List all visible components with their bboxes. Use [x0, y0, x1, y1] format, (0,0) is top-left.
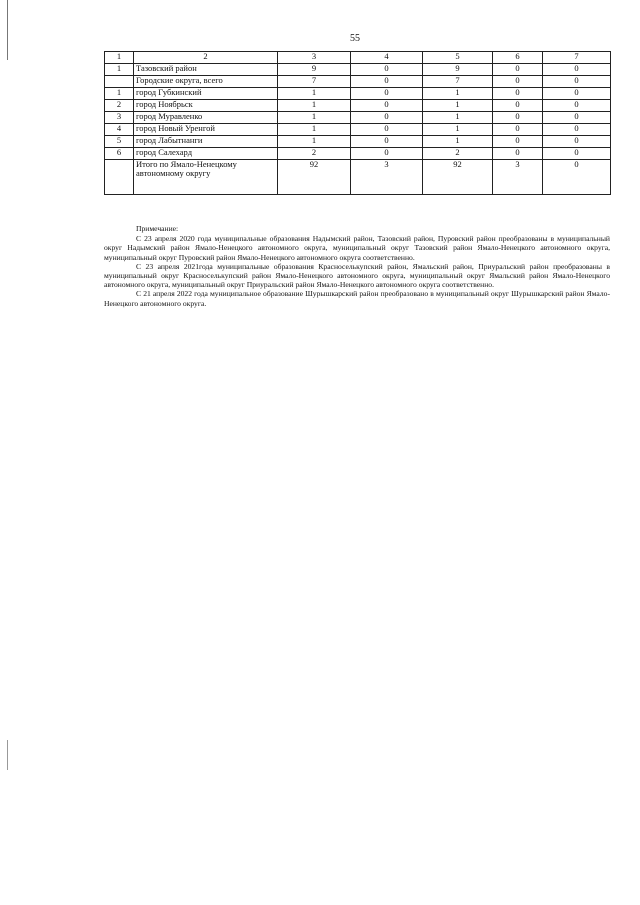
column-number: 1: [105, 52, 134, 64]
cell-value: 0: [543, 148, 611, 160]
cell-value: 7: [423, 76, 493, 88]
table-row: [105, 112, 611, 124]
cell-value: 0: [493, 148, 543, 160]
cell-value: 0: [351, 100, 423, 112]
row-name: Тазовский район: [134, 64, 278, 76]
cell-value: 92: [423, 160, 493, 195]
row-number: 5: [105, 136, 134, 148]
cell-value: 0: [493, 124, 543, 136]
cell-value: 9: [423, 64, 493, 76]
row-name: город Лабытнанги: [134, 136, 278, 148]
row-number: 3: [105, 112, 134, 124]
cell-value: 1: [278, 88, 351, 100]
statistics-table: [104, 51, 611, 195]
table-header-row: [105, 52, 611, 64]
row-number: [105, 76, 134, 88]
cell-value: 0: [351, 112, 423, 124]
cell-value: 0: [543, 88, 611, 100]
row-number: [105, 160, 134, 195]
cell-value: 7: [278, 76, 351, 88]
cell-value: 0: [543, 124, 611, 136]
table-row: [105, 76, 611, 88]
table-row: [105, 64, 611, 76]
cell-value: 0: [493, 64, 543, 76]
cell-value: 1: [423, 124, 493, 136]
row-number: 1: [105, 88, 134, 100]
row-number: 2: [105, 100, 134, 112]
table-total-row: [105, 160, 611, 195]
table-row: [105, 124, 611, 136]
cell-value: 0: [351, 76, 423, 88]
note-paragraph: С 21 апреля 2022 года муниципальное образование Шурышкарский район преобразовано в муниципальный округ Шурышкарский район Ямало-Ненецкого автономного округа.: [104, 289, 610, 308]
cell-value: 0: [351, 64, 423, 76]
cell-value: 0: [351, 148, 423, 160]
column-number: 6: [493, 52, 543, 64]
cell-value: 1: [278, 124, 351, 136]
page-number: 55: [350, 33, 360, 44]
cell-value: 0: [493, 112, 543, 124]
column-number: 7: [543, 52, 611, 64]
notes-section: [104, 224, 610, 308]
total-row-name: Итого по Ямало-Ненецкому автономному округу: [134, 160, 278, 195]
cell-value: 1: [423, 100, 493, 112]
column-number: 5: [423, 52, 493, 64]
row-number: 4: [105, 124, 134, 136]
scan-edge-mark: [7, 0, 8, 60]
row-name: город Губкинский: [134, 88, 278, 100]
row-name: город Муравленко: [134, 112, 278, 124]
cell-value: 2: [278, 148, 351, 160]
cell-value: 0: [493, 88, 543, 100]
table-row: [105, 100, 611, 112]
cell-value: 9: [278, 64, 351, 76]
cell-value: 0: [543, 76, 611, 88]
row-name: город Салехард: [134, 148, 278, 160]
cell-value: 0: [543, 112, 611, 124]
row-name: Городские округа, всего: [134, 76, 278, 88]
cell-value: 0: [493, 76, 543, 88]
table-row: [105, 148, 611, 160]
cell-value: 0: [543, 136, 611, 148]
cell-value: 1: [423, 112, 493, 124]
cell-value: 1: [278, 112, 351, 124]
column-number: 2: [134, 52, 278, 64]
cell-value: 0: [351, 88, 423, 100]
cell-value: 1: [278, 136, 351, 148]
table-row: [105, 88, 611, 100]
cell-value: 1: [278, 100, 351, 112]
cell-value: 1: [423, 136, 493, 148]
cell-value: 92: [278, 160, 351, 195]
note-paragraph: С 23 апреля 2020 года муниципальные образования Надымский район, Тазовский район, Пуровский район преобразованы в муниципальный округ Надымский район Ямало-Ненецкого автономного округа, муниципальный округ Тазовский район Ямало-Ненецкого автономного округа, муниципальный округ Пуровский район Ямало-Ненецкого автономного округа соответственно.: [104, 234, 610, 262]
cell-value: 0: [543, 160, 611, 195]
column-number: 3: [278, 52, 351, 64]
cell-value: 3: [493, 160, 543, 195]
note-paragraph: С 23 апреля 2021года муниципальные образования Красноселькупский район, Ямальский район, Приуральский район преобразованы в муниципальный округ Красноселькупский район Ямало-Ненецкого автономного округа, муниципальный округ Ямальский район Ямало-Ненецкого автономного округа, муниципальный округ Приуральский район Ямало-Ненецкого автономного округа соответственно.: [104, 261, 610, 290]
cell-value: 2: [423, 148, 493, 160]
table-row: [105, 136, 611, 148]
cell-value: 3: [351, 160, 423, 195]
scan-edge-mark: [7, 740, 8, 770]
column-number: 4: [351, 52, 423, 64]
cell-value: 0: [351, 136, 423, 148]
cell-value: 1: [423, 88, 493, 100]
cell-value: 0: [543, 100, 611, 112]
notes-heading: Примечание:: [136, 224, 179, 233]
row-name: город Новый Уренгой: [134, 124, 278, 136]
row-number: 6: [105, 148, 134, 160]
row-number: 1: [105, 64, 134, 76]
cell-value: 0: [493, 136, 543, 148]
row-name: город Ноябрьск: [134, 100, 278, 112]
cell-value: 0: [543, 64, 611, 76]
cell-value: 0: [493, 100, 543, 112]
cell-value: 0: [351, 124, 423, 136]
